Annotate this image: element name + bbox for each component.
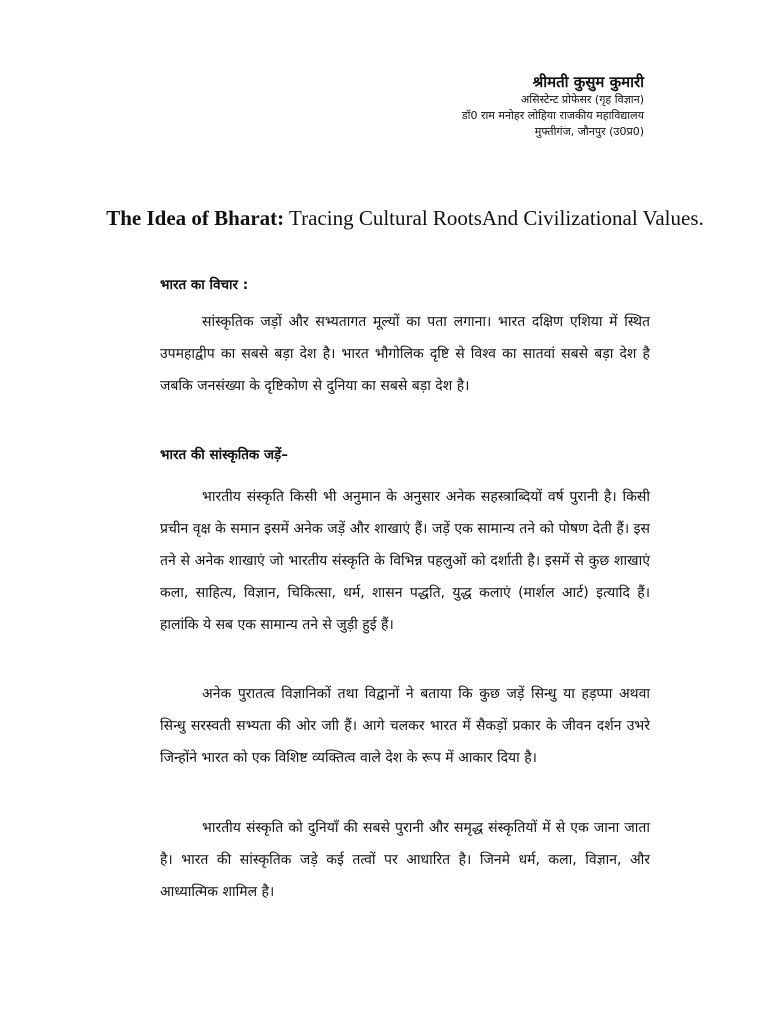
- author-designation: असिस्टेन्ट प्रोफेसर (गृह विज्ञान): [520, 93, 644, 106]
- section-heading-cultural-roots: भारत की सांस्कृतिक जड़ें–: [160, 447, 288, 463]
- paragraph-cultural-roots-1: भारतीय संस्कृति किसी भी अनुमान के अनुसार अनेक सहस्त्राब्दियों वर्ष पुरानी है। किसी प्रचीन वृक्ष के समान इसमें अनेक जड़ें और शाखाएं हैं। जड़ें एक सामान्य तने को पोषण देती हैं। इस तने से अनेक शाखाएं जो भारतीय संस्कृति के विभिन्न पहलुओं को दर्शाती है। इसमें से कुछ शाखाएं कला, साहित्य, विज्ञान, चिकित्सा, धर्म, शासन पद्धति, युद्ध कलाएं (मार्शल आर्ट) इत्यादि हैं। हालांकि ये सब एक सामान्य तने से जुड़ी हुई हैं।: [160, 489, 650, 633]
- author-block: [462, 72, 644, 140]
- author-place: मुफ्तीगंज, जौनपुर (उ0प्र0): [534, 125, 644, 138]
- document-title: [100, 203, 710, 233]
- title-bold-part: The Idea of Bharat:: [106, 206, 285, 230]
- section-heading-idea-of-bharat: भारत का विचार :: [160, 277, 249, 293]
- author-name: श्रीमती कुसुम कुमारी: [532, 73, 644, 91]
- title-rest: Tracing Cultural RootsAnd Civilizational Values.: [284, 206, 704, 230]
- author-college: डॉ0 राम मनोहर लोहिया राजकीय महाविद्यालय: [461, 109, 644, 122]
- paragraph-cultural-roots-3: भारतीय संस्कृति को दुनियाँ की सबसे पुरानी और समृद्ध संस्कृतियों में से एक जाना जाता है। भारत की सांस्कृतिक जड़े कई तत्वों पर आधारित है। जिनमे धर्म, कला, विज्ञान, और आध्यात्मिक शामिल है।: [160, 820, 650, 900]
- paragraph-intro: सांस्कृतिक जड़ों और सभ्यतागत मूल्यों का पता लगाना। भारत दक्षिण एशिया में स्थित उपमहाद्वीप का सबसे बड़ा देश है। भारत भौगोलिक दृष्टि से विश्व का सातवां सबसे बड़ा देश है जबकि जनसंख्या के दृष्टिकोण से दुनिया का सबसे बड़ा देश है।: [160, 314, 650, 394]
- paragraph-cultural-roots-2: अनेक पुरातत्व विज्ञानिकों तथा विद्वानों ने बताया कि कुछ जड़ें सिन्धु या हड़प्पा अथवा सिन्धु सरस्वती सभ्यता की ओर जाी हैं। आगे चलकर भारत में सैकड़ों प्रकार के जीवन दर्शन उभरे जिन्होंने भारत को एक विशिष्ट व्यक्तित्व वाले देश के रूप में आकार दिया है।: [160, 686, 650, 766]
